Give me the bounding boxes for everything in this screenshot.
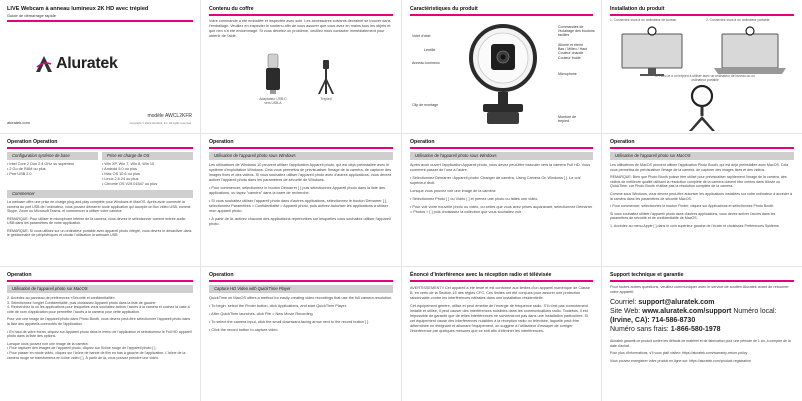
- requirements-lists: [7, 162, 193, 187]
- radio-title: Énoncé d'interférence avec la réception radio et télévisée: [410, 272, 552, 278]
- operation-macos-panel: [602, 134, 802, 266]
- paragraph: Lorsque vous pouvez voir une image de la caméra:: [410, 189, 497, 193]
- support-panel: [602, 267, 802, 401]
- list-item: • 2 Go de RAM ou plus: [7, 167, 46, 171]
- operation-requirements-panel: [0, 134, 200, 266]
- accent-bar: [610, 280, 794, 282]
- local-phone: (Irvine, CA): 714-586-8730: [610, 317, 696, 324]
- toll-label: Numéro sans frais:: [610, 326, 669, 333]
- list-item: • Chrome OS V29.01547 ou plus: [102, 182, 158, 186]
- paragraph: Les utilisateurs de Windows 10 peuvent utiliser l'application Appareil photo, qui est déjà préinstallée avec le système d'exploitation Windows. Cela vous permettra de prévisualiser l'image de la caméra, de capturer des images fixes et des vidéos. Si vous souhaitez utiliser l'appareil photo avec d'autres applications, vous devrez activer l'appareil photo dans les paramètres de sécurité de Windows.: [209, 163, 392, 182]
- site-link[interactable]: www.aluratek.com/support: [642, 308, 732, 315]
- section-body: [7, 296, 193, 360]
- bullet: • À partir de là, activez chacune des applications répertoriées sur lesquelles vous souhaitez utiliser l'appareil photo.: [209, 217, 391, 226]
- cover-subtitle: Guide de démarrage rapide: [7, 13, 56, 18]
- controls-label: Commandes de l'éclairage des boutons tactiles: [558, 25, 595, 38]
- list-item: • Intel Core 2 Duo 2.4 GHz ou supérieur: [7, 162, 75, 166]
- light-ring-label: Anneau lumineux: [412, 61, 440, 65]
- more-info-text: Pour plus d'informations, s'il vous plaît visitez: https://aluratek.com/warranty-return-policy: [610, 351, 748, 355]
- operation-title: Operation: [209, 272, 234, 278]
- bullet: • To select the camera input, click the small downward-facing arrow next to the record button [ ].: [209, 320, 370, 324]
- bullet: 1. Accédez au menu Apple [ ] dans le coin supérieur gauche de l'écran et choisissez Préférences Système.: [610, 223, 780, 228]
- os-support-header: Prise en charge de OS: [102, 152, 193, 160]
- accent-bar: [610, 147, 794, 149]
- operation-title: Operation: [410, 139, 435, 145]
- install-step-1: 1. Connectez-vous à un ordinateur de bureau: [610, 18, 677, 22]
- requirements-headers: [7, 149, 193, 160]
- radio-body: [410, 286, 593, 334]
- paragraph: Si vous souhaitez utiliser l'appareil photo dans d'autres applications, vous devez activer l'accès dans les paramètres de sécurité et de confidentialité de MacOS.: [610, 211, 776, 221]
- install-step-3: 3. Fixez-le à un trépied à utiliser avec un ordinateur de bureau ou un ordinateur portable: [655, 74, 755, 82]
- getting-started-body: [7, 200, 193, 238]
- operation-title: Operation Operation: [7, 139, 58, 145]
- adapter-label: Adaptateur USB-C vers USB-A: [259, 97, 287, 105]
- paragraph: REMARQUE: Si vous utilisez sur un ordinateur portable avec appareil photo intégré, vous devrez le désactiver dans le gestionnaire de périphériques et choisir l'utilisation la webcam USB: [7, 228, 192, 237]
- paragraph: Comme sous Windows, vous devrez peut-être autoriser les applications installées sur votre ordinateur à accéder à la caméra dans les paramètres de sécurité MacOS.: [610, 191, 792, 201]
- operation-title: Operation: [610, 139, 635, 145]
- operation-quicktime-panel: [201, 267, 401, 401]
- operation-title: Operation: [7, 272, 32, 278]
- bullet: • Pour commencer, sélectionnez le bouton Finder, cliquez sur Applications et sélectionnez Photo Booth.: [610, 204, 775, 209]
- tripod-icon: [315, 58, 337, 96]
- accent-bar: [209, 14, 393, 16]
- warranty-info: [610, 339, 794, 363]
- usb-adapter-icon: [261, 52, 285, 96]
- accent-bar: [209, 147, 393, 149]
- section-body: [209, 296, 393, 333]
- step: 4. Recherchez là où les applications pour lesquelles vous souhaitez activer l'accès à la caméra et cochez la case à côté de nom d'application pour permettre l'accès à la caméra pour cette application.: [7, 305, 190, 314]
- laptop-illustration: [708, 26, 792, 78]
- step: 2. Accédez au panneau de préférences «Sécurité et confidentialité».: [7, 296, 116, 300]
- controls-list: Allumé et éteint Bas / Milieu / Haut Couleur chaude Couleur froide: [558, 43, 588, 60]
- accent-bar: [410, 280, 593, 282]
- install-panel: [602, 0, 802, 133]
- accent-bar: [610, 14, 794, 16]
- paragraph: AVERTISSEMENT!! Cet appareil a été testé et est conforme aux limites d'un appareil numérique de Classe B, en vertu de la Section 15 des règles CFC. Ces limites ont été conçues pour assurer une protection raisonnable contre les interférences néfastes dans une installation résidentielle.: [410, 286, 590, 300]
- site-line: [610, 307, 794, 316]
- bullet: • Si vous souhaitez utiliser l'appareil photo dans d'autres applications, sélectionnez le bouton Démarrer [ ], sélectionnez Paramètres > Confidentialité > Appareil photo, puis activez Autoriser les applications à utiliser mon appareil photo.: [209, 199, 388, 213]
- email-line: [610, 298, 794, 307]
- warranty-text: Aluratek garantit ce produit contre les défauts de matériel et de fabrication pour une période de 1 an, à compter de la date d'achat.: [610, 339, 791, 348]
- list-item: • Mac OS 10.6 ou plus: [102, 172, 140, 176]
- mount-label: Monture de trépied: [558, 115, 577, 124]
- bullet: • Pour voir votre nouvelle photo ou vidéo, ou celles que vous avez prises auparavant, sélectionnez Démarrer > Photos > [ ] puis choisissez la collection que vous souhaitez voir.: [410, 205, 593, 214]
- brand-name: Aluratek: [56, 55, 118, 72]
- contents-body: Votre commande a été emballée et inspectée avec soin. Les accessoires suivants devraient se trouver dans l'emballage. Veuillez en inspecter le contenu afin de vous assurer que vous avez en mains tous les objets et que rien n'a été endommagé. Si vous décelez un problème, veuillez nous contacter immédiatement pour obtenir de l'aide.: [209, 19, 391, 38]
- cover-panel: [0, 0, 200, 133]
- microphone-label: Microphone: [558, 72, 577, 76]
- local-label: Numéro local:: [733, 308, 777, 315]
- section-header: Utilisation de l'appareil photo sur MacOS: [7, 285, 193, 293]
- paragraph: REMARQUE: Pour utiliser le microphone interne de la caméra, vous devrez le sélectionner comme entrée audio USB dans les paramètres de votre application.: [7, 216, 186, 225]
- bullet: • En haut de votre écran, cliquez sur Appareil photo dans le menu de l'application et sélectionnez le Full HD appareil photo dans la liste des options.: [7, 329, 192, 339]
- radio-interference-panel: [402, 267, 601, 401]
- getting-started-header: Commencer: [7, 190, 193, 198]
- desktop-illustration: [612, 26, 696, 78]
- bullet: • Sélectionnez Démarrer ›Appareil photo› Changer de caméra. Using Camera On Windows [ ]. Le cos' supérieur droit.: [410, 176, 582, 185]
- paragraph: La webcam offre une prise en charge plug-and-play complète pour Windows et MacOS. Après avoir connecté la caméra au port USB de l'ordinateur, vous pouvez démarrer toute application qui accepte un flux vidéo USB, comme Skype, Zoom ou Microsoft Teams, et commencer à utiliser votre caméra.: [7, 200, 191, 213]
- privacy-flap-label: Volet d'obst: [412, 34, 431, 38]
- accent-bar: [410, 147, 593, 149]
- paragraph: Pour voir une image de l'appareil photo dans Photo Booth, vous devrez peut-être sélectionner l'appareil photo dans la liste des appareils connectés de l'application.: [7, 317, 191, 326]
- features-panel: [402, 0, 601, 133]
- section-header: Capture HD Video with QuickTime Player: [209, 285, 393, 293]
- email-link[interactable]: support@aluratek.com: [638, 299, 715, 306]
- section-body: [209, 163, 393, 227]
- aluratek-logo-icon: [34, 55, 54, 73]
- step: 3. Sélectionnez l'onglet Confidentialité, puis choisissez Appareil photo dans la liste de gauche: [7, 300, 156, 305]
- bullet: • Sélectionnez Photo [ ] ou Vidéo [ ] et prenez une photo ou faites une vidéo.: [410, 197, 539, 201]
- list-item: • Port USB 2.0: [7, 172, 32, 176]
- os-support-list: [102, 162, 193, 187]
- accent-bar: [410, 14, 593, 16]
- operation-title: Operation: [209, 139, 234, 145]
- lens-label: Lentille: [424, 48, 436, 52]
- features-title: Caractéristiques du produit: [410, 6, 478, 12]
- paragraph: Cet équipement génère, utilise et peut émettre de l'énergie de fréquence radio. S'il n'est pas correctement installé et utilisé, il peut causer des interférences nuisibles dans les communications radio. Toutefois, il est impossible de garantir que de telles interférences ne surviendront pas dans une installation particulière. Si cet équipement cause des interférences nuisibles à la réception radio ou télévisée, laquelle peut être déterminée en éteignant et allumant l'équipement, on suggère à l'utilisateur d'essayer de corriger l'interférence par quelques mesures que ce soit afin d'éliminer les interférences.: [410, 304, 588, 333]
- list-item: • Android 5.0 ou plus: [102, 167, 137, 171]
- bullet: • Pour commencer, sélectionnez le bouton Démarrer [ ] puis sélectionnez Appareil photo dans la liste des applications, ou tapez "caméra" dans la barre de recherche.: [209, 186, 386, 195]
- model-label: modèle AWCL2KFR: [147, 113, 192, 119]
- copyright: Copyright © 2022 Aluratek, Inc. All rights reserved.: [129, 121, 192, 125]
- operation-windows-camera-panel: [402, 134, 601, 266]
- paragraph: QuickTime on MacOS offers a method for easily creating video recordings that use the full camera resolution.: [209, 296, 393, 300]
- support-intro: Pour toutes autres questions, veuillez communiquer avec le service de soutien Aluratek avant de retourner votre appareil:: [610, 285, 789, 294]
- bullet: • Click the record button to capture video.: [209, 328, 279, 332]
- tripod-mount-illustration: [677, 84, 727, 132]
- bullet: • Pour passer en mode vidéo, cliquez sur l'icône de bande de film en bas à gauche de l'application. L'icône de la caméra rouge se transformera en icône vidéo [ ]. À partir de là, vous pouvez prendre une vidéo.: [7, 350, 186, 360]
- registration-text: Vous pouvez enregistrer votre produit en ligne sur: https://aluratek.com/product-registration: [610, 358, 751, 363]
- cover-title: LIVE Webcam à anneau lumineux 2K HD avec trépied: [7, 6, 149, 12]
- accent-bar: [7, 280, 193, 282]
- accent-bar: [209, 280, 393, 282]
- accent-bar: [7, 20, 193, 22]
- section-body: [410, 163, 593, 215]
- section-header: Utilisation de l'appareil photo sous Windows: [209, 152, 393, 160]
- support-title: Support technique et garantie: [610, 272, 684, 278]
- system-requirements-list: [7, 162, 98, 187]
- system-requirements-header: Configuration système de base: [7, 152, 98, 160]
- paragraph: Lorsque vous pouvez voir une image de la caméra:: [7, 341, 89, 346]
- support-contacts: [610, 298, 794, 334]
- contents-title: Contenu du coffre: [209, 6, 254, 12]
- bullet: • To begin, select the Finder button, click Applications, and start QuickTime Player.: [209, 304, 347, 308]
- clip-label: Clip de montage: [412, 103, 439, 107]
- paragraph: REMARQUE: Bien que Photo Booth puisse être utilisé pour prévisualiser rapidement l'image de la caméra, des vidéos de meilleure qualité utilisant la résolution complète de la caméra doivent être créées dans iMovie ou QuickTime, car Photo Booth n'utilise pas la résolution complète de la caméra.: [610, 175, 787, 189]
- paragraph: Après avoir ouvert l'application Appareil photo, vous devez peut-être basculer vers la caméra Full HD. Vous comment passer de l'une à l'autre.: [410, 163, 591, 172]
- email-label: Courriel:: [610, 299, 637, 306]
- bullet: • After QuickTime launches, click File > New Movie Recording: [209, 312, 313, 316]
- list-item: • Linux 2.6.24 ou plus: [102, 177, 139, 181]
- install-step-2: 2. Connectez-vous à un ordinateur portable: [706, 18, 770, 22]
- paragraph: Les utilisateurs de MacOS peuvent utiliser l'application Photo Booth, qui est déjà préinstallée avec MacOS. Cela vous permettra de prévisualiser l'image de la caméra, de capturer des images fixes et des vidéos.: [610, 163, 789, 172]
- tripod-label: Trépied: [320, 97, 332, 101]
- operation-windows-panel: [201, 134, 401, 266]
- website-link[interactable]: aluratek.com: [7, 120, 30, 125]
- section-header: Utilisation de l'appareil photo sur MacOS: [610, 152, 794, 160]
- section-header: Utilisation de l'appareil photo sous Windows: [410, 152, 593, 160]
- toll-line: [610, 325, 794, 334]
- install-title: Installation du produit: [610, 6, 665, 12]
- list-item: • Win XP, Win 7, Win 8, Win 10: [102, 162, 155, 166]
- brand-logo: [34, 55, 118, 73]
- site-label: Site Web:: [610, 308, 641, 315]
- toll-phone: 1-866-580-1978: [670, 326, 721, 333]
- operation-macos-privacy-panel: [0, 267, 200, 401]
- contents-panel: [201, 0, 401, 133]
- section-body: [610, 163, 794, 229]
- bullet: • Pour capturer des images de l'appareil photo, cliquez sur l'icône rouge de l'appareil photo [ ].: [7, 346, 157, 351]
- webcam-diagram: [458, 18, 548, 128]
